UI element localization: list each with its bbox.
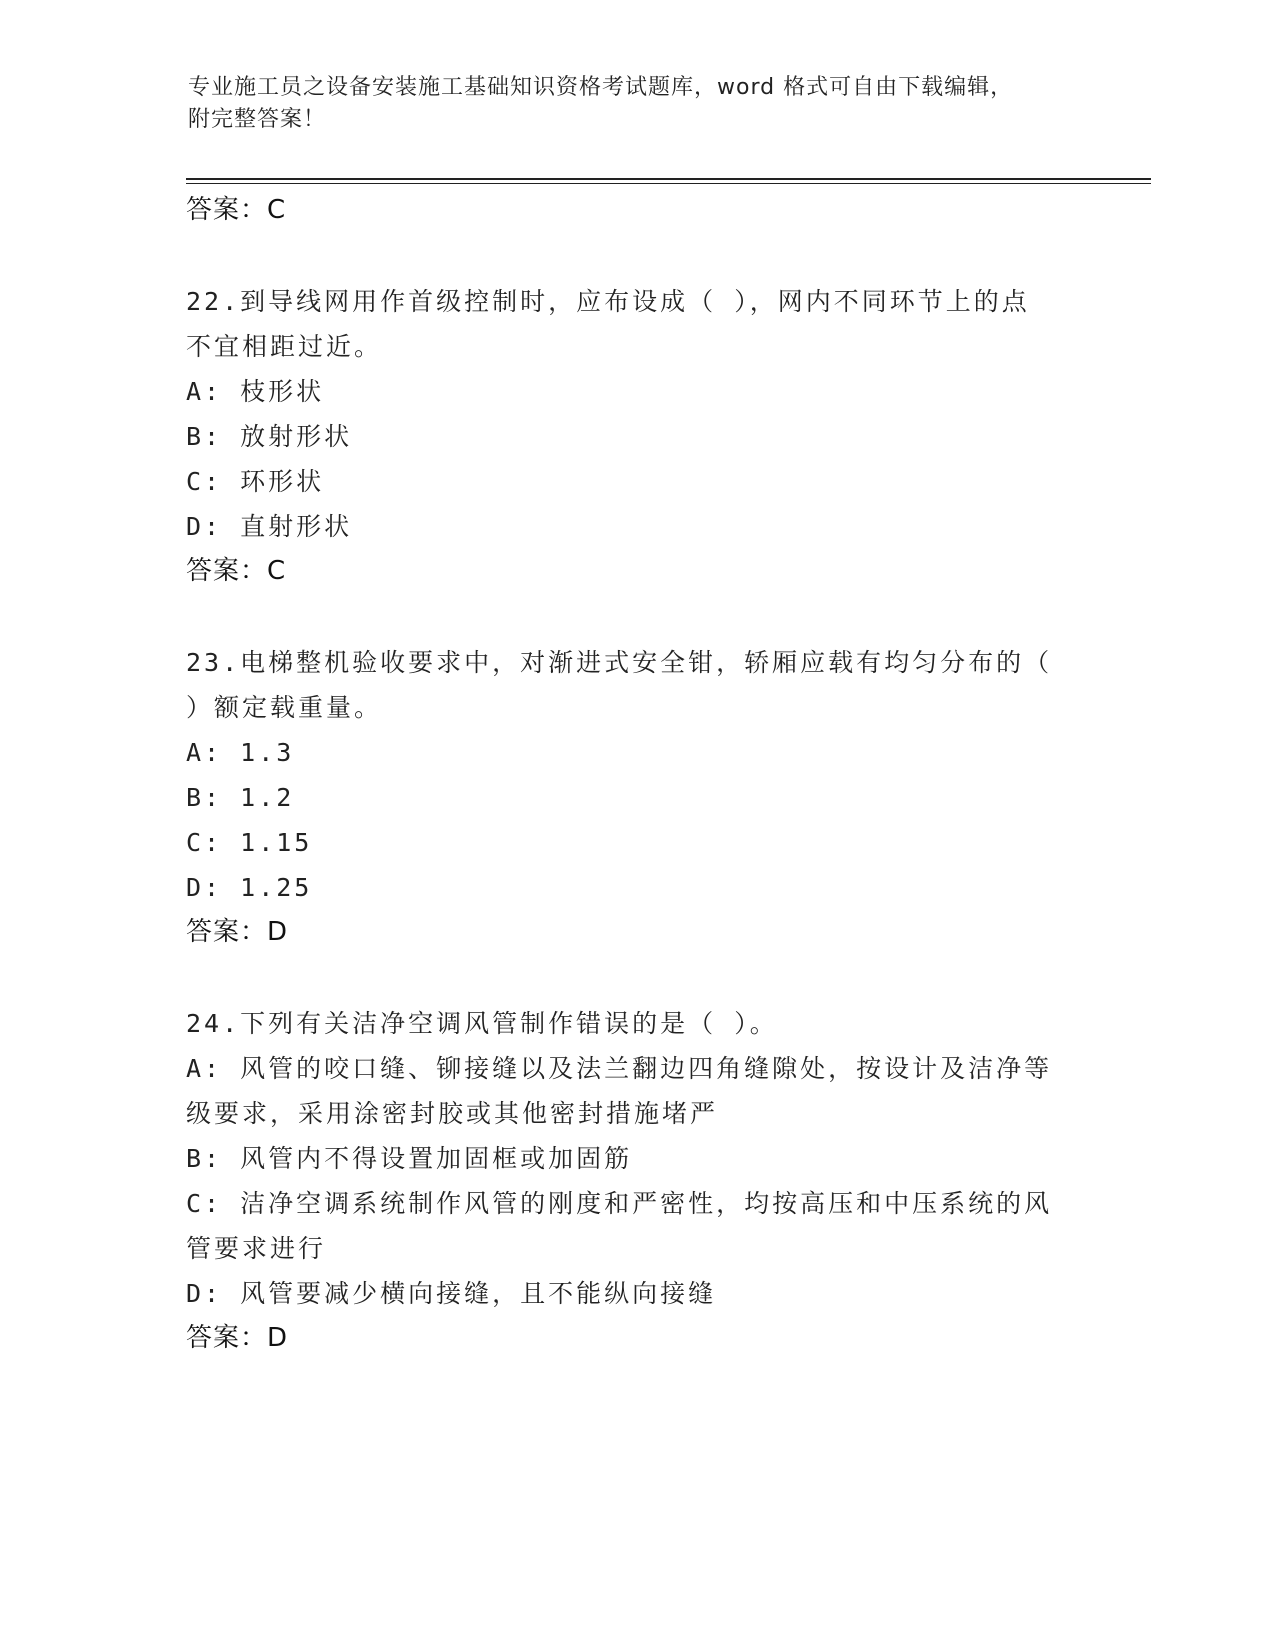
- answer-previous-question: 答案：C: [186, 195, 287, 225]
- question-24-option-a-line-2: 级要求，采用涂密封胶或其他密封措施堵严: [186, 1099, 719, 1128]
- question-23-text-line-1: 23.电梯整机验收要求中，对渐进式安全钳，轿厢应载有均匀分布的（: [186, 648, 1053, 677]
- header-divider-thin: [186, 183, 1151, 184]
- question-23-text-line-2: ）额定载重量。: [186, 693, 383, 722]
- question-22-option-b: B: 放射形状: [186, 422, 353, 451]
- question-24-option-a-line-1: A: 风管的咬口缝、铆接缝以及法兰翻边四角缝隙处，按设计及洁净等: [186, 1054, 1053, 1083]
- question-24-answer: 答案：D: [186, 1323, 289, 1353]
- question-23-answer: 答案：D: [186, 917, 289, 947]
- question-23-option-b: B: 1.2: [186, 783, 295, 812]
- spacer: [186, 594, 1076, 640]
- question-22-text-line-2: 不宜相距过近。: [186, 332, 383, 361]
- question-22-option-a: A: 枝形状: [186, 377, 325, 406]
- question-23-option-a: A: 1.3: [186, 738, 295, 767]
- question-22-option-d: D: 直射形状: [186, 512, 353, 541]
- spacer: [186, 233, 1076, 279]
- question-23-option-c: C: 1.15: [186, 828, 313, 857]
- question-22: [186, 279, 1076, 594]
- question-22-text-line-1: 22.到导线网用作首级控制时，应布设成（ ），网内不同环节上的点: [186, 287, 1030, 316]
- header-divider-thick: [186, 178, 1151, 180]
- question-23-option-d: D: 1.25: [186, 873, 313, 902]
- question-24-option-b: B: 风管内不得设置加固框或加固筋: [186, 1144, 633, 1173]
- question-22-option-c: C: 环形状: [186, 467, 325, 496]
- question-24-option-d: D: 风管要减少横向接缝，且不能纵向接缝: [186, 1279, 717, 1308]
- document-header: [188, 72, 1068, 136]
- question-23: [186, 640, 1076, 955]
- document-body: [186, 188, 1076, 1361]
- question-24-text: 24.下列有关洁净空调风管制作错误的是（ ）。: [186, 1009, 778, 1038]
- header-title-line-1: 专业施工员之设备安装施工基础知识资格考试题库，word 格式可自由下载编辑，: [188, 75, 1014, 100]
- question-24: [186, 1001, 1076, 1361]
- question-22-answer: 答案：C: [186, 556, 287, 586]
- spacer: [186, 955, 1076, 1001]
- header-title-line-2: 附完整答案！: [188, 107, 327, 132]
- question-24-option-c-line-1: C: 洁净空调系统制作风管的刚度和严密性，均按高压和中压系统的风: [186, 1189, 1053, 1218]
- question-24-option-c-line-2: 管要求进行: [186, 1234, 327, 1263]
